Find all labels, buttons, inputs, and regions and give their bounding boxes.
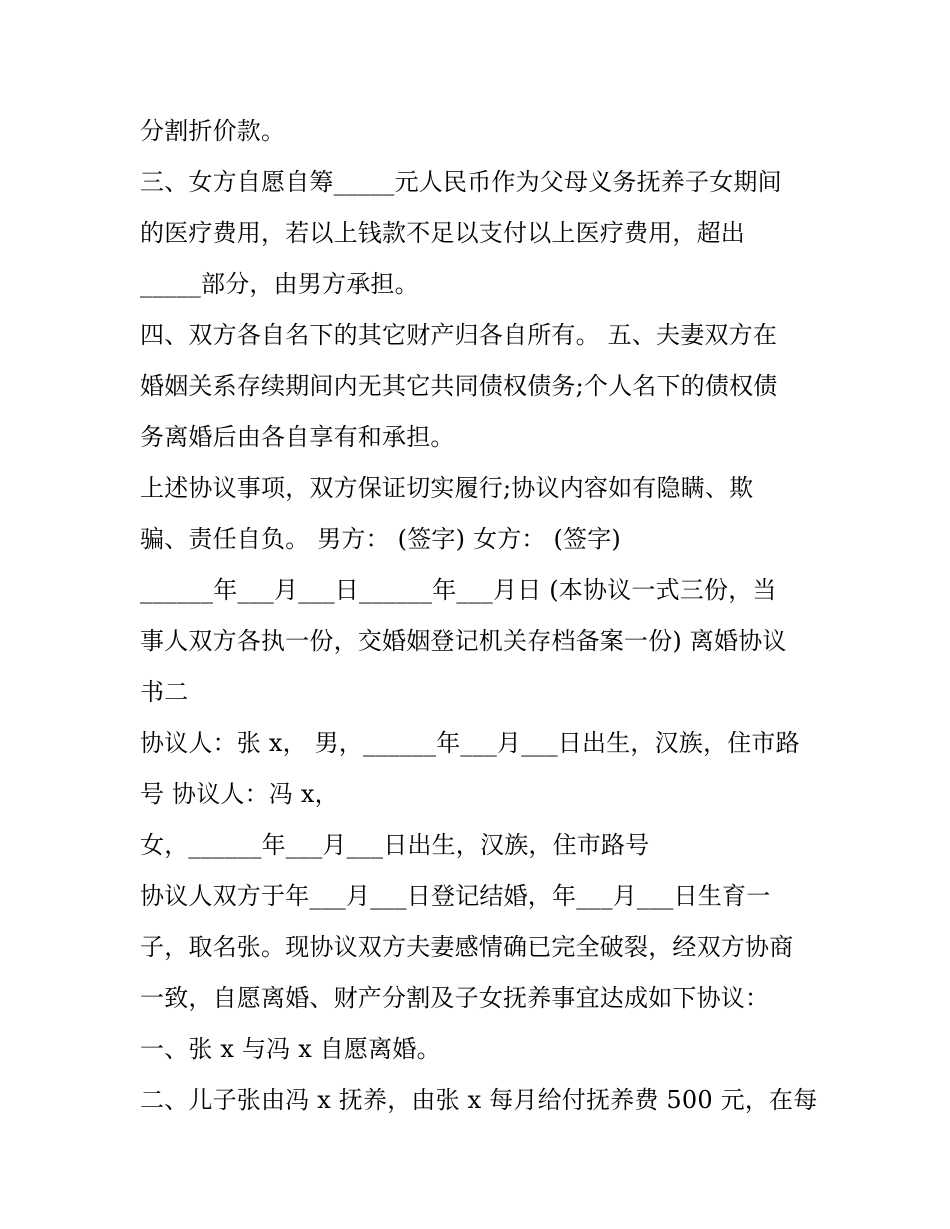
text-line: _____部分，由男方承担。 xyxy=(140,270,419,298)
text-line: 书二 xyxy=(140,678,189,706)
text-line: 子，取名张。现协议双方夫妻感情确已完全破裂，经双方协商 xyxy=(140,933,794,961)
text-line: 分割折价款。 xyxy=(140,117,286,145)
text-line: 务离婚后由各自享有和承担。 xyxy=(140,423,455,451)
text-line: 号 协议人：冯 x， xyxy=(140,780,339,808)
text-line: 一、张 x 与冯 x 自愿离婚。 xyxy=(140,1035,441,1063)
text-line: 事人双方各执一份，交婚姻登记机关存档备案一份) 离婚协议 xyxy=(140,627,787,655)
text-line: 骗、责任自负。 男方： (签字) 女方： (签字) xyxy=(140,525,621,553)
text-line: 的医疗费用，若以上钱款不足以支付以上医疗费用，超出 xyxy=(140,219,745,247)
text-line: 上述协议事项，双方保证切实履行;协议内容如有隐瞒、欺 xyxy=(140,474,754,502)
text-line: 四、双方各自名下的其它财产归各自所有。 五、夫妻双方在 xyxy=(140,321,778,349)
text-line: 婚姻关系存续期间内无其它共同债权债务;个人名下的债权债 xyxy=(140,372,778,400)
text-line: 二、儿子张由冯 x 抚养，由张 x 每月给付抚养费 500 元，在每 xyxy=(140,1086,818,1114)
text-line: 女，______年___月___日出生，汉族，住市路号 xyxy=(140,831,650,859)
text-line: 三、女方自愿自筹_____元人民币作为父母义务抚养子女期间 xyxy=(140,168,782,196)
text-line: 协议人：张 x， 男，______年___月___日出生，汉族，住市路 xyxy=(140,729,800,757)
text-line: 一致，自愿离婚、财产分割及子女抚养事宜达成如下协议： xyxy=(140,984,770,1012)
text-line: ______年___月___日______年___月日 (本协议一式三份，当 xyxy=(140,576,777,604)
document-body xyxy=(140,106,820,1126)
text-line: 协议人双方于年___月___日登记结婚，年___月___日生育一 xyxy=(140,882,771,910)
